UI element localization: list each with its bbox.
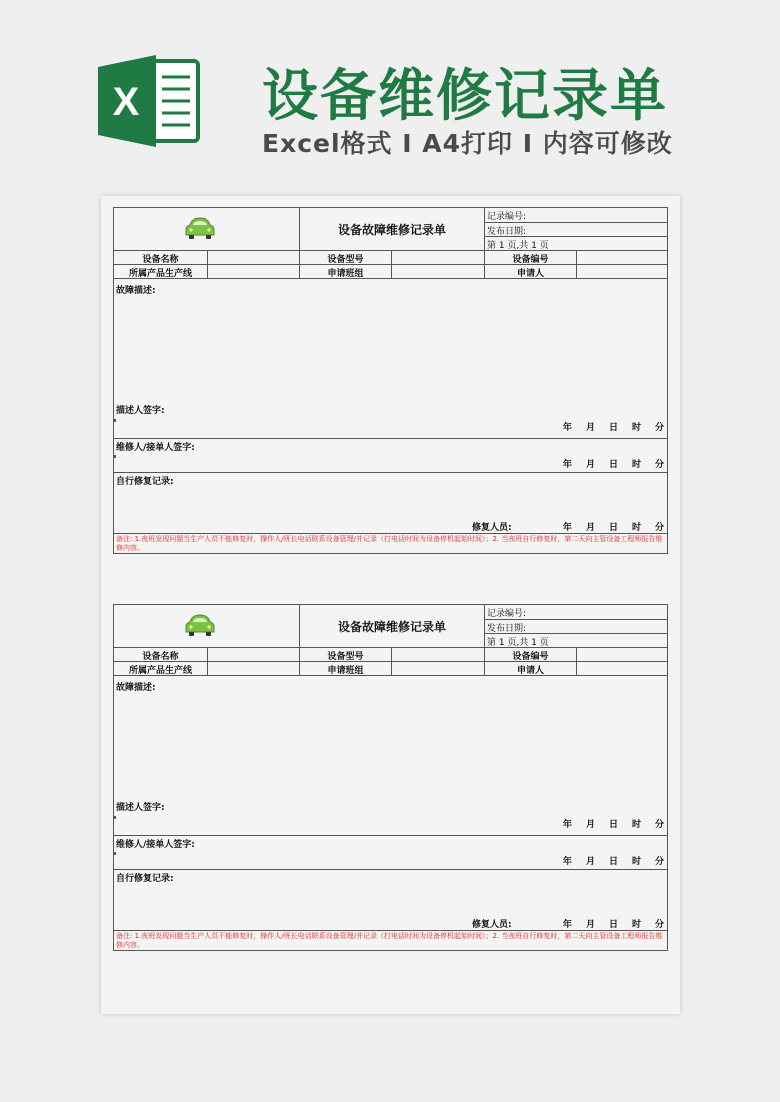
page-title: 设备维修记录单 (262, 64, 668, 129)
svg-text:X: X (112, 80, 140, 124)
self-repair-area[interactable] (114, 869, 667, 931)
describer-sign-label: 描述人签字: (116, 803, 165, 813)
repairer-sign-area[interactable] (114, 835, 667, 870)
applicant-team-value[interactable] (391, 265, 484, 279)
equipment-model-label: 设备型号 (299, 648, 391, 662)
fault-description-area[interactable] (114, 278, 667, 439)
cell-marker (114, 455, 116, 458)
applicant-value[interactable] (576, 265, 667, 279)
equipment-model-label: 设备型号 (299, 251, 391, 265)
car-icon (184, 613, 216, 637)
production-line-label: 所属产品生产线 (128, 665, 192, 676)
repairer-sign-label: 维修人/接单人签字: (116, 840, 195, 850)
excel-logo-icon (98, 55, 200, 147)
equipment-model-value[interactable] (391, 251, 484, 265)
repair-record-form-2 (113, 604, 668, 951)
header (0, 0, 780, 180)
cell-marker (114, 419, 116, 422)
equipment-no-label: 设备编号 (484, 251, 576, 265)
cell-marker (114, 852, 116, 855)
self-repair-label: 自行修复记录: (116, 874, 174, 884)
meta-cell (484, 208, 667, 250)
self-repair-date: 年 月 日 时 分 (562, 523, 664, 533)
record-no-label: 记录编号: (487, 211, 527, 222)
logo-cell (114, 208, 299, 250)
repairer-sign-area[interactable] (114, 438, 667, 473)
repair-person-label: 修复人员: (472, 920, 512, 930)
form-header (114, 605, 667, 647)
page-info: 第 1 页,共 1 页 (487, 637, 549, 647)
self-repair-date: 年 月 日 时 分 (562, 920, 664, 930)
applicant-value[interactable] (576, 662, 667, 676)
info-row-2 (114, 661, 667, 676)
repairer-date: 年 月 日 时 分 (562, 857, 664, 867)
describer-date: 年 月 日 时 分 (562, 423, 664, 433)
fault-description-area[interactable] (114, 675, 667, 836)
repairer-date: 年 月 日 时 分 (562, 460, 664, 470)
repair-record-form-1 (113, 207, 668, 554)
equipment-no-value[interactable] (576, 648, 667, 662)
describer-sign-label: 描述人签字: (116, 406, 165, 416)
production-line-value[interactable] (207, 662, 299, 676)
describer-date: 年 月 日 时 分 (562, 820, 664, 830)
equipment-name-value[interactable] (207, 251, 299, 265)
production-line-value[interactable] (207, 265, 299, 279)
info-row-1 (114, 647, 667, 662)
applicant-team-value[interactable] (391, 662, 484, 676)
logo-cell (114, 605, 299, 647)
info-row-1 (114, 250, 667, 265)
repairer-sign-label: 维修人/接单人签字: (116, 443, 195, 453)
car-icon (184, 216, 216, 240)
document-page (101, 196, 680, 1014)
self-repair-area[interactable] (114, 472, 667, 534)
applicant-team-label: 申请班组 (299, 662, 391, 676)
meta-cell (484, 605, 667, 647)
form-note: 备注: 1.夜班发现问题当生产人员不能修复时，操作人/班长电话联系设备管理/并记录（打电话时间为设备停机起始时间）；2. 当夜班自行修复时，第二天向主管设备工程师报告维修内容。 (114, 533, 667, 553)
production-line-label: 所属产品生产线 (128, 268, 192, 279)
form-title: 设备故障维修记录单 (299, 208, 484, 250)
applicant-label: 申请人 (484, 265, 576, 279)
equipment-no-label: 设备编号 (484, 648, 576, 662)
page-subtitle: Excel格式 I A4打印 I 内容可修改 (262, 129, 673, 158)
publish-date-label: 发布日期: (487, 226, 527, 237)
form-header (114, 208, 667, 250)
info-row-2 (114, 264, 667, 279)
cell-marker (114, 816, 116, 819)
record-no-label: 记录编号: (487, 608, 527, 619)
applicant-label: 申请人 (484, 662, 576, 676)
form-title: 设备故障维修记录单 (299, 605, 484, 647)
equipment-no-value[interactable] (576, 251, 667, 265)
repair-person-label: 修复人员: (472, 523, 512, 533)
equipment-name-label: 设备名称 (142, 651, 179, 662)
equipment-name-value[interactable] (207, 648, 299, 662)
equipment-name-label: 设备名称 (142, 254, 179, 265)
form-note: 备注: 1.夜班发现问题当生产人员不能修复时，操作人/班长电话联系设备管理/并记录（打电话时间为设备停机起始时间）；2. 当夜班自行修复时，第二天向主管设备工程师报告维修内容。 (114, 930, 667, 950)
applicant-team-label: 申请班组 (299, 265, 391, 279)
equipment-model-value[interactable] (391, 648, 484, 662)
self-repair-label: 自行修复记录: (116, 477, 174, 487)
page-info: 第 1 页,共 1 页 (487, 240, 549, 250)
fault-description-label: 故障描述: (116, 683, 156, 693)
fault-description-label: 故障描述: (116, 286, 156, 296)
publish-date-label: 发布日期: (487, 623, 527, 634)
